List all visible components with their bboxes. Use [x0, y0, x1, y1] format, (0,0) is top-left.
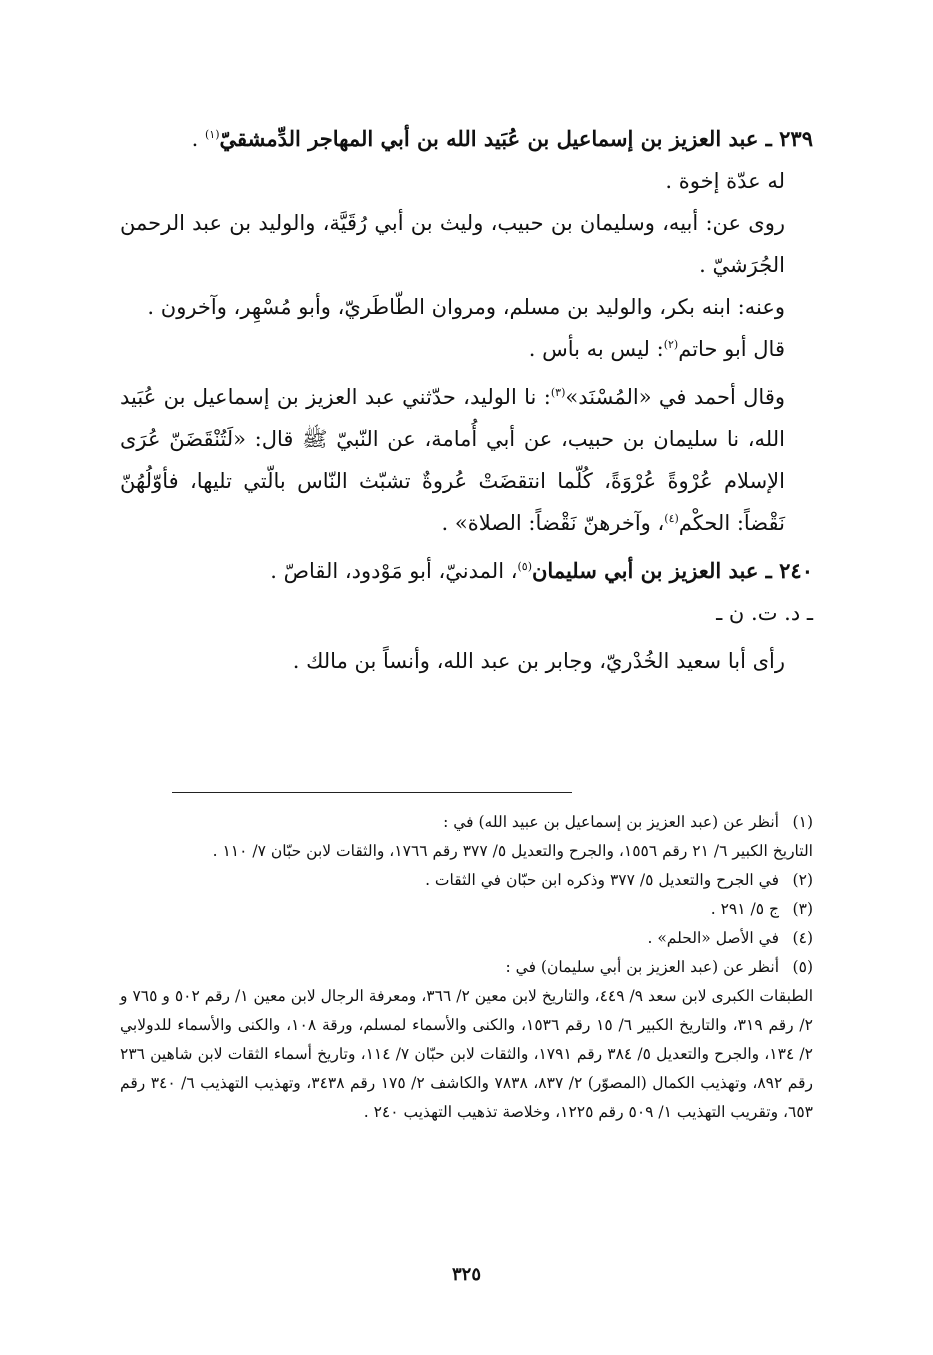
entry-239-narrators: وعنه: ابنه بكر، والوليد بن مسلم، ومروان الطّاطَريّ، وأبو مُسْهِر، وآخرون .	[147, 295, 785, 319]
footnote-number: (٤)	[792, 929, 813, 947]
footnote-ref-1: (١)	[205, 128, 220, 141]
entry-240-heading	[120, 550, 813, 592]
footnote-ref-3: (٣)	[550, 386, 566, 399]
footnote-divider	[172, 792, 572, 793]
abu-hatim-quote: : ليس به بأس .	[528, 337, 664, 361]
main-text	[120, 118, 813, 682]
entry-239-narrated-from: روى عن: أبيه، وسليمان بن حبيب، وليث بن أبي رُقَيَّة، والوليد بن عبد الرحمن الجُرَشيّ .	[120, 211, 785, 277]
hadith-end: ، وآخرهنّ نَقْضاً: الصلاة» .	[441, 511, 665, 535]
page-number: ٣٢٥	[451, 1264, 481, 1285]
footnote-text: ج ٥/ ٢٩١ .	[710, 900, 779, 918]
hadith-text: : نا الوليد، حدّثني عبد العزيز بن إسماعيل بن عُبَيد الله، نا سليمان بن حبيب، عن أبي أُمامة، عن النّبيّ ﷺ قال: «لَتُنْقَضَنّ عُرَى الإسلام عُرْوةً عُرْوَةً، كُلّما انتقضَتْ عُروةٌ تشبّث النّاس بالّتي تليها، فأوّلُهُنّ نَقْضاً: الحكْم	[120, 385, 785, 535]
entry-240-saw: رأى أبا سعيد الخُدْريّ، وجابر بن عبد الله، وأنساً بن مالك .	[292, 649, 785, 673]
footnote-number: (٣)	[792, 900, 813, 918]
entry-240-symbols: ـ د. ت. ن ـ	[716, 601, 813, 625]
entry-239-title: ٢٣٩ ـ عبد العزيز بن إسماعيل بن عُبَيد الله بن أبي المهاجر الدِّمشقيّ	[219, 126, 813, 151]
footnote-1	[120, 808, 813, 837]
footnote-number: (٥)	[792, 958, 813, 976]
entry-239-abu-hatim	[120, 328, 813, 370]
hadith-intro: وقال أحمد في «المُسْنَد»	[565, 385, 786, 409]
footnote-text: أنظر عن (عبد العزيز بن أبي سليمان) في :	[505, 958, 779, 976]
abu-hatim-label: قال أبو حاتم	[678, 337, 785, 361]
footnote-ref-4: (٤)	[664, 512, 679, 525]
entry-239-heading	[120, 118, 813, 160]
entry-239-title-end: .	[191, 127, 205, 151]
entry-239-hadith	[120, 376, 813, 544]
footnote-4	[120, 924, 813, 953]
footnote-2	[120, 866, 813, 895]
footnote-5	[120, 953, 813, 982]
footnote-ref-2: (٢)	[663, 338, 679, 351]
entry-240-title: ٢٤٠ ـ عبد العزيز بن أبي سليمان	[532, 558, 813, 583]
footnote-text: في الأصل «الحلم» .	[647, 929, 779, 947]
footnote-3	[120, 895, 813, 924]
footnote-text: أنظر عن (عبد العزيز بن إسماعيل بن عبيد الله) في :	[443, 813, 779, 831]
footnote-number: (١)	[792, 813, 813, 831]
footnote-number: (٢)	[792, 871, 813, 889]
footnotes	[120, 808, 813, 1127]
entry-239-brothers: له عدّة إخوة .	[665, 169, 785, 193]
entry-240-title-rest: ، المدنيّ، أبو مَوْدود، القاصّ .	[270, 559, 518, 583]
footnote-5-continuation: الطبقات الكبرى لابن سعد ٩/ ٤٤٩، والتاريخ لابن معين ٢/ ٣٦٦، ومعرفة الرجال لابن معين ١/ رقم ٥٠٢ و ٧٦٥ و ٢/ رقم ٣١٩، والتاريخ الكبير ٦/ ١٥ رقم ١٥٣٦، والكنى والأسماء لمسلم، ورقة ١٠٨، والكنى والأسماء للدولابي ٢/ ١٣٤، والجرح والتعديل ٥/ ٣٨٤ رقم ١٧٩١، والثقات لابن حبّان ٧/ ١١٤، وتاريخ أسماء الثقات لابن شاهين ٢٣٦ رقم ٨٩٢، وتهذيب الكمال (المصوّر) ٢/ ٨٣٧، ٧٨٣٨ والكاشف ٢/ ١٧٥ رقم ٣٤٣٨، وتهذيب التهذيب ٦/ ٣٤٠ رقم ٦٥٣، وتقريب التهذيب ١/ ٥٠٩ رقم ١٢٢٥، وخلاصة تذهيب التهذيب ٢٤٠ .	[120, 987, 814, 1121]
footnote-1-continuation: التاريخ الكبير ٦/ ٢١ رقم ١٥٥٦، والجرح والتعديل ٥/ ٣٧٧ رقم ١٧٦٦، والثقات لابن حبّان ٧/ ١١٠ .	[212, 842, 813, 860]
footnote-text: في الجرح والتعديل ٥/ ٣٧٧ وذكره ابن حبّان في الثقات .	[425, 871, 779, 889]
footnote-ref-5: (٥)	[517, 560, 532, 573]
